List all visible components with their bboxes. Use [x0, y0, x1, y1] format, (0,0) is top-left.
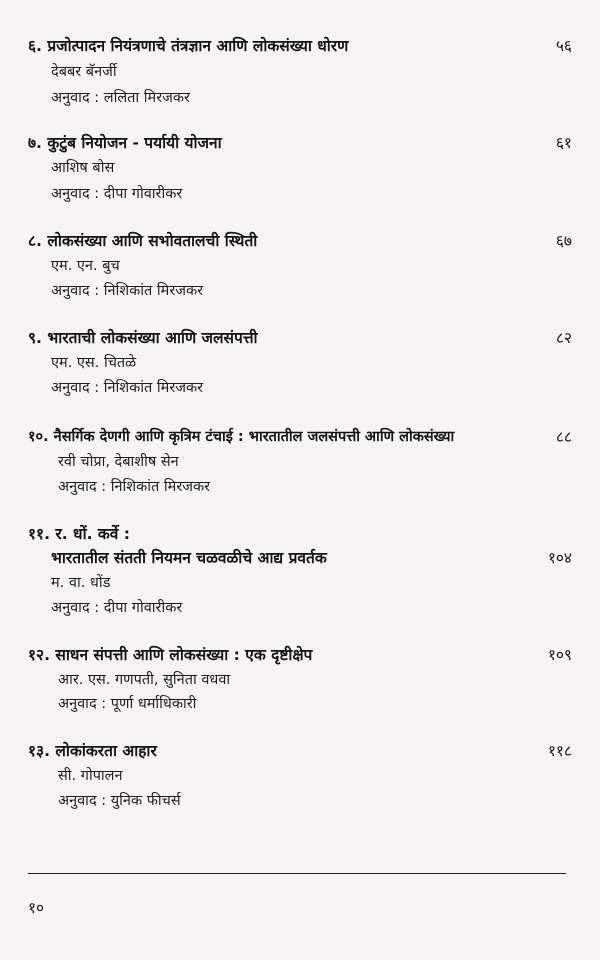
entry-title [28, 524, 130, 544]
entry-page-number: ५६ [555, 37, 572, 55]
entry-title-text: लोकसंख्या आणि सभोवतालची स्थिती [47, 232, 258, 250]
entry-translator: अनुवाद : ललिता मिरजकर [51, 90, 190, 106]
entry-translator: अनुवाद : निशिकांत मिरजकर [58, 479, 211, 495]
folio-page-number: १० [28, 899, 45, 917]
entry-title-text: साधन संपत्ती आणि लोकसंख्या : एक दृष्टीक्षेप [55, 646, 313, 664]
entry-translator: अनुवाद : दीपा गोवारीकर [51, 600, 183, 616]
entry-number: १३. [28, 742, 51, 760]
entry-number: १०. [28, 429, 49, 445]
entry-page-number: १०४ [547, 549, 572, 567]
entry-translator: अनुवाद : निशिकांत मिरजकर [51, 380, 204, 396]
entry-number: ८. [28, 232, 42, 250]
footer-rule [28, 873, 566, 874]
entry-title-text: कुटुंब नियोजन - पर्यायी योजना [47, 134, 222, 152]
entry-number: १२. [28, 646, 51, 664]
entry-title [28, 645, 312, 665]
entry-page-number: ८८ [555, 428, 572, 446]
entry-author: आशिष बोस [51, 160, 115, 176]
entry-title [28, 741, 157, 761]
entry-translator: अनुवाद : पूर्णा धर्माधिकारी [58, 696, 197, 712]
entry-title-text: लोकांकरता आहार [55, 742, 157, 760]
entry-page-number: ६१ [555, 134, 572, 152]
entry-page-number: ११८ [547, 742, 572, 760]
entry-author: सी. गोपालन [58, 768, 123, 784]
entry-translator: अनुवाद : निशिकांत मिरजकर [51, 283, 204, 299]
entry-page-number: ६७ [555, 232, 572, 250]
entry-author: एम. एन. बुच [51, 258, 120, 274]
entry-author: म. वा. धोंड [51, 575, 111, 591]
entry-title [28, 36, 348, 56]
entry-title [28, 231, 257, 251]
entry-subtitle: भारतातील संतती नियमन चळवळीचे आद्य प्रवर्तक [51, 549, 327, 567]
entry-number: ९. [28, 329, 42, 347]
entry-number: ११. [28, 525, 51, 543]
entry-page-number: ८२ [555, 329, 572, 347]
entry-title [28, 427, 454, 447]
entry-number: ६. [28, 37, 42, 55]
entry-title [28, 328, 258, 348]
entry-translator: अनुवाद : दीपा गोवारीकर [51, 186, 183, 202]
entry-title [28, 133, 222, 153]
entry-number: ७. [28, 134, 42, 152]
entry-title-text: र. धों. कर्वे : [55, 525, 130, 543]
entry-title-text: भारताची लोकसंख्या आणि जलसंपत्ती [47, 329, 258, 347]
entry-page-number: १०९ [547, 646, 572, 664]
entry-author: एम. एस. चितळे [51, 355, 137, 371]
entry-translator: अनुवाद : युनिक फीचर्स [58, 793, 181, 809]
entry-author: देबबर बॅनर्जी [51, 64, 117, 80]
entry-title-text: प्रजोत्पादन नियंत्रणाचे तंत्रज्ञान आणि लोकसंख्या धोरण [47, 37, 349, 55]
entry-title-text: नैसर्गिक देणगी आणि कृत्रिम टंचाई : भारतातील जलसंपत्ती आणि लोकसंख्या [53, 429, 455, 445]
entry-author: आर. एस. गणपती, सुनिता वधवा [58, 672, 231, 688]
entry-author: रवी चोप्रा, देबाशीष सेन [58, 454, 179, 470]
